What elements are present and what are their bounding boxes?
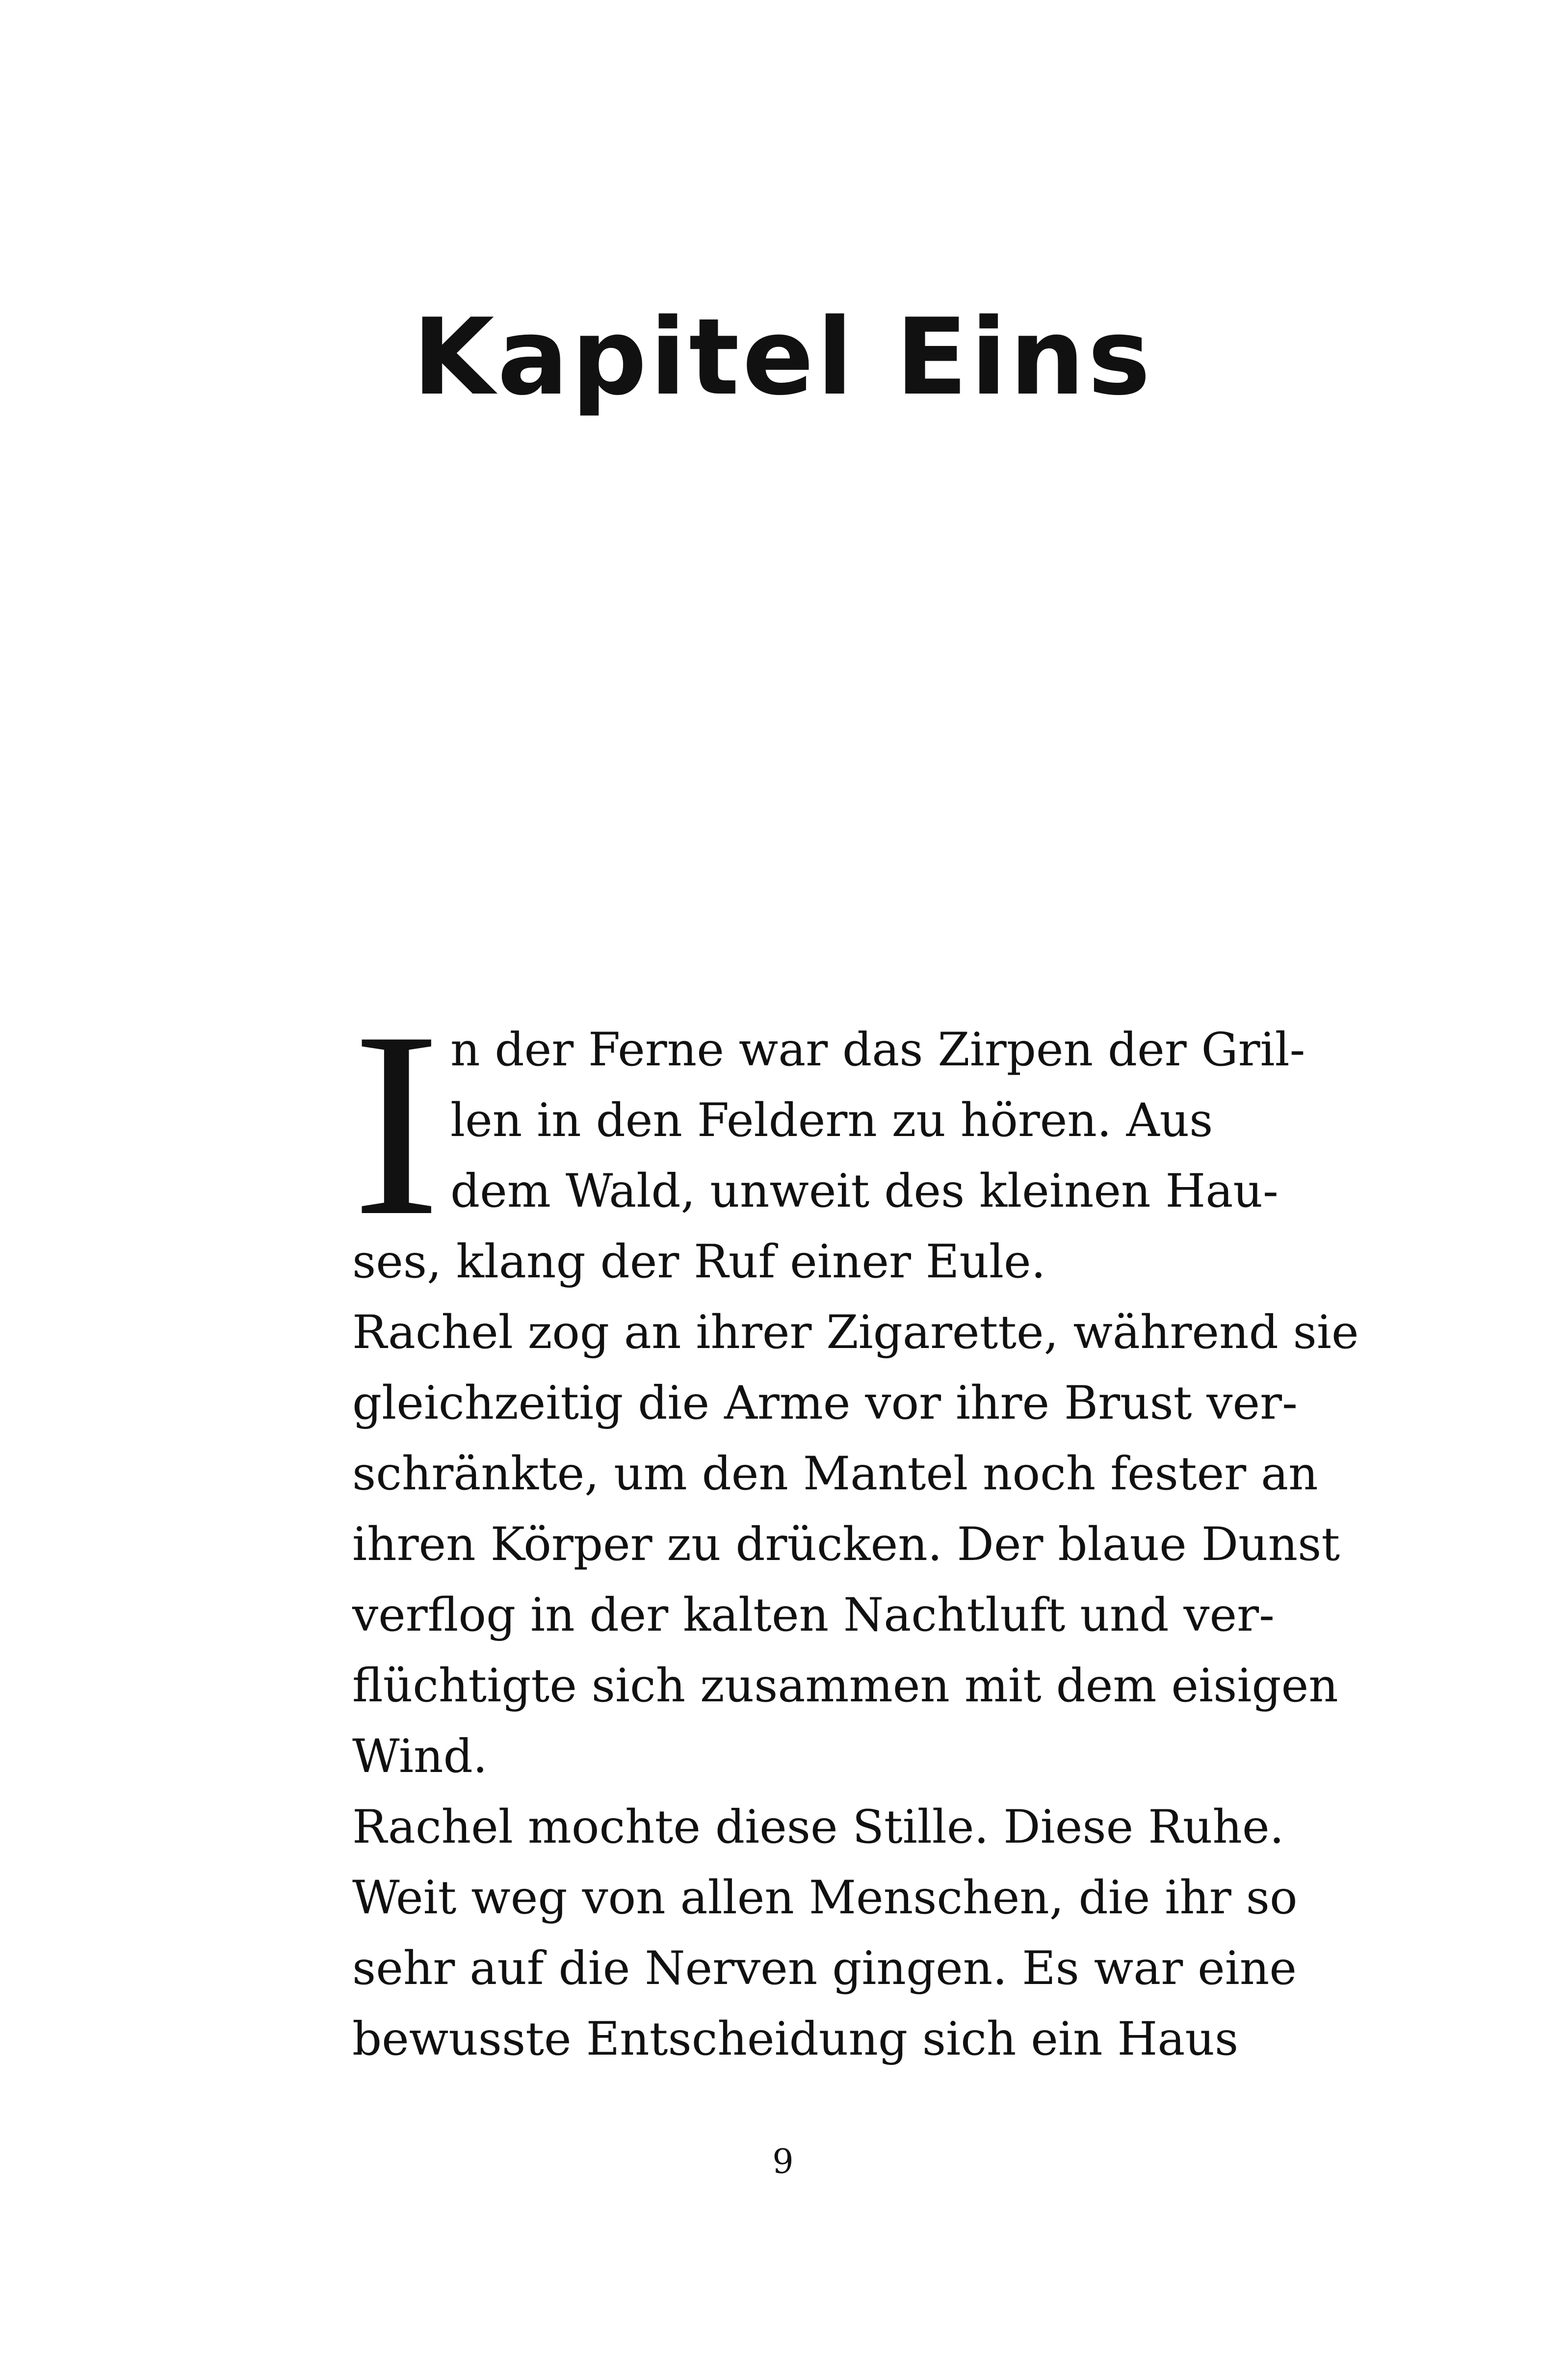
page-number: 9 <box>772 2142 794 2181</box>
text-line: len in den Feldern zu hören. Aus <box>450 1094 1213 1147</box>
body-text <box>352 1015 1359 2075</box>
text-line: bewusste Entscheidung sich ein Haus <box>352 2012 1239 2066</box>
text-line: sehr auf die Nerven gingen. Es war eine <box>352 1942 1297 1995</box>
text-line: Rachel zog an ihrer Zigarette, während sie <box>352 1306 1359 1359</box>
text-line: Weit weg von allen Menschen, die ihr so <box>352 1871 1298 1925</box>
text-line: schränkte, um den Mantel noch fester an <box>352 1447 1318 1501</box>
text-line: n der Ferne war das Zirpen der Gril- <box>450 1023 1305 1077</box>
chapter-title: Kapitel Eins <box>412 295 1154 419</box>
text-line: Wind. <box>352 1730 488 1783</box>
text-line: dem Wald, unweit des kleinen Hau- <box>450 1164 1279 1218</box>
text-line: flüchtigte sich zusammen mit dem eisigen <box>352 1659 1338 1713</box>
drop-cap: I <box>352 977 441 1270</box>
text-line: ses, klang der Ruf einer Eule. <box>352 1235 1046 1289</box>
text-line: verflog in der kalten Nachtluft und ver- <box>352 1588 1275 1642</box>
text-line: Rachel mochte diese Stille. Diese Ruhe. <box>352 1800 1284 1854</box>
text-line: ihren Körper zu drücken. Der blaue Dunst <box>352 1518 1340 1571</box>
text-line: gleichzeitig die Arme vor ihre Brust ver- <box>352 1376 1298 1430</box>
